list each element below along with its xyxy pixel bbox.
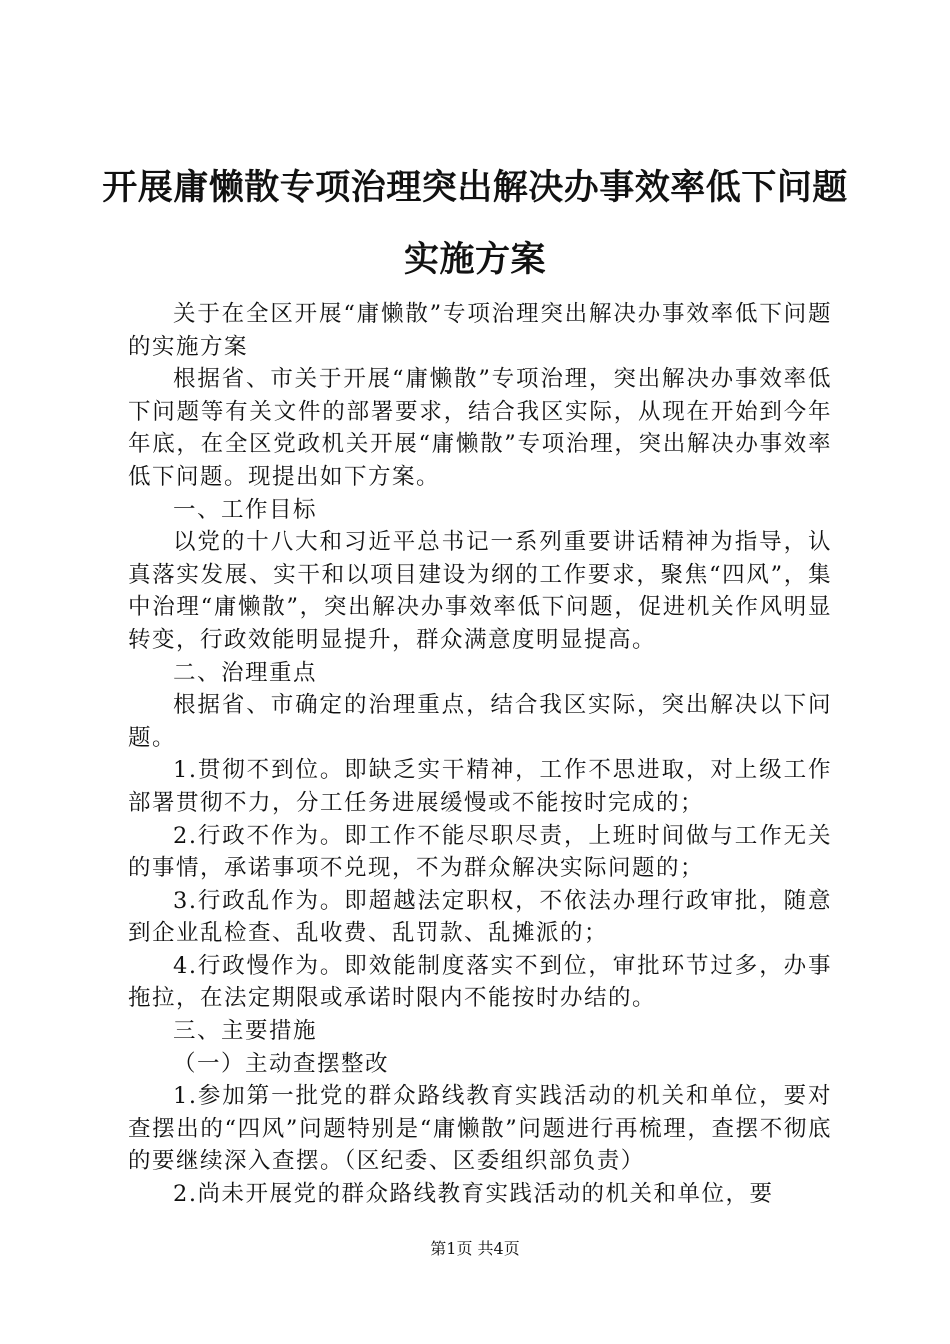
list-item-1: 1.贯彻不到位。即缺乏实干精神，工作不思进取，对上级工作部署贯彻不力，分工任务进展缓慢或不能按时完成的； <box>128 757 832 816</box>
section-heading-goals: 一、工作目标 <box>173 496 318 523</box>
paragraph-goals: 以党的十八大和习近平总书记一系列重要讲话精神为指导，认真落实发展、实干和以项目建设为纲的工作要求，聚焦“四风”，集中治理“庸懒散”，突出解决办事效率低下问题，促进机关作风明显转变，行政效能明显提升，群众满意度明显提高。 <box>128 529 832 653</box>
section-heading-measures: 三、主要措施 <box>173 1018 318 1045</box>
document-title: 开展庸懒散专项治理突出解决办事效率低下问题实施方案 <box>102 168 848 280</box>
paragraph-basis: 根据省、市关于开展“庸懒散”专项治理，突出解决办事效率低下问题等有关文件的部署要求，结合我区实际，从现在开始到今年年底，在全区党政机关开展“庸懒散”专项治理，突出解决办事效率低下问题。现提出如下方案。 <box>128 366 832 490</box>
section-heading-focus: 二、治理重点 <box>173 659 318 686</box>
document-body <box>128 298 832 1211</box>
paragraph-intro: 关于在全区开展“庸懒散”专项治理突出解决办事效率低下问题的实施方案 <box>128 301 832 360</box>
list-item-3: 3.行政乱作为。即超越法定职权，不依法办理行政审批，随意到企业乱检查、乱收费、乱罚款、乱摊派的； <box>128 887 832 947</box>
measure-item-2: 2.尚未开展党的群众路线教育实践活动的机关和单位，要 <box>173 1181 774 1208</box>
page-footer: 第1页 共4页 <box>430 1239 520 1258</box>
measure-item-1: 1.参加第一批党的群众路线教育实践活动的机关和单位，要对查摆出的“四风”问题特别是“庸懒散”问题进行再梳理，查摆不彻底的要继续深入查摆。（区纪委、区委组织部负责） <box>128 1083 832 1175</box>
list-item-2: 2.行政不作为。即工作不能尽职尽责，上班时间做与工作无关的事情，承诺事项不兑现，不为群众解决实际问题的； <box>128 822 832 882</box>
paragraph-focus: 根据省、市确定的治理重点，结合我区实际，突出解决以下问题。 <box>128 692 832 751</box>
list-item-4: 4.行政慢作为。即效能制度落实不到位，审批环节过多，办事拖拉，在法定期限或承诺时限内不能按时办结的。 <box>128 952 832 1012</box>
subsection-heading-1: （一）主动查摆整改 <box>173 1050 390 1077</box>
